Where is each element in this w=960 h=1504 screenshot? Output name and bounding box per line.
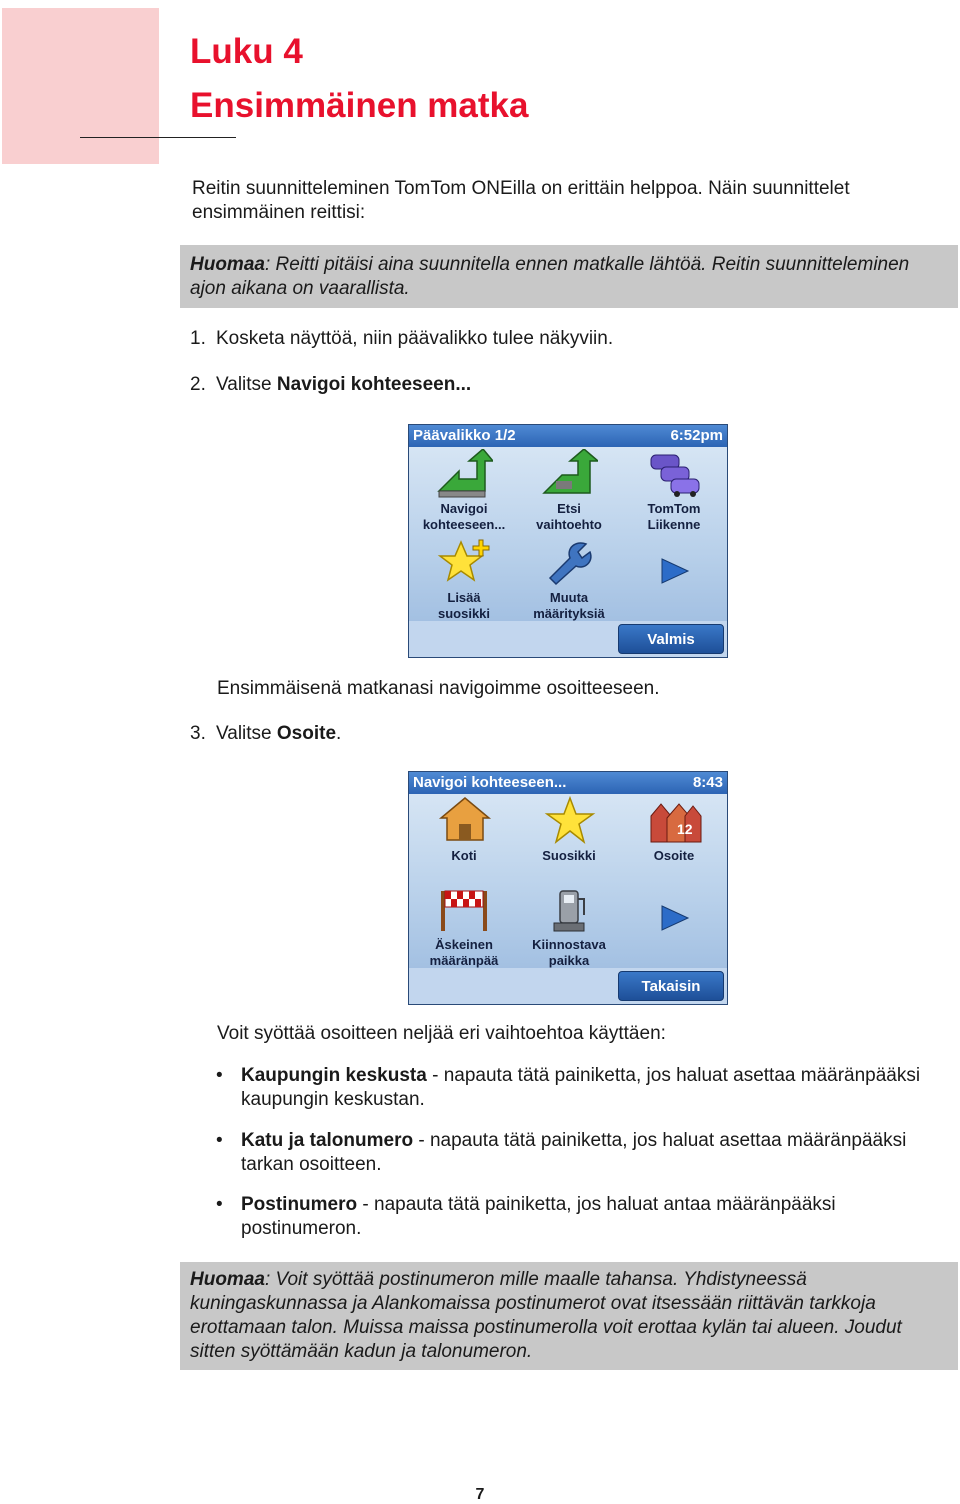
caption-first-trip: Ensimmäisenä matkanasi navigoimme osoitteeseen. xyxy=(217,678,660,699)
step-bold: Osoite xyxy=(276,723,337,744)
tile-label: Osoite xyxy=(653,848,695,863)
tile-label: Etsi vaihtoehto xyxy=(536,501,602,532)
star-plus-icon xyxy=(437,538,493,588)
tile-find-alternative[interactable] xyxy=(516,449,622,545)
step-1 xyxy=(190,327,613,351)
screen-title: Päävalikko 1/2 xyxy=(413,427,516,444)
bullet-title: Kaupungin keskusta xyxy=(241,1065,427,1086)
note-box-1 xyxy=(180,245,958,308)
step-number: 1. xyxy=(190,328,206,349)
tile-label: Muuta määrityksiä xyxy=(533,590,605,621)
chapter-color-block xyxy=(2,8,159,164)
bullet-text: - napauta tätä painiketta, jos haluat asettaa määränpääksi kaupungin keskustan. xyxy=(241,1065,921,1110)
main-menu-screenshot xyxy=(408,424,728,658)
bullet-dot: • xyxy=(216,1130,223,1151)
screen-time: 8:43 xyxy=(692,774,723,791)
tile-add-favourite[interactable] xyxy=(411,538,517,634)
bullet-city-centre xyxy=(216,1064,958,1112)
traffic-cars-icon xyxy=(647,449,703,499)
chapter-title: Ensimmäinen matka xyxy=(190,86,529,125)
chapter-rule xyxy=(80,137,236,138)
tile-label: Äskeinen määränpää xyxy=(429,937,499,968)
tile-label: Navigoi kohteeseen... xyxy=(422,501,506,532)
navigate-to-screenshot xyxy=(408,771,728,1005)
svg-text:12: 12 xyxy=(677,821,693,837)
step-text: Valitse xyxy=(216,723,277,744)
bullet-text: - napauta tätä painiketta, jos haluat antaa määränpääksi postinumeron. xyxy=(241,1194,836,1239)
step-bold: Navigoi kohteeseen... xyxy=(276,374,472,395)
intro-paragraph: Reitin suunnitteleminen TomTom ONEilla on erittäin helppoa. Näin suunnittelet ensimmäinen reittisi: xyxy=(192,178,850,223)
step-text: Kosketa näyttöä, niin päävalikko tulee näkyviin. xyxy=(216,328,614,349)
tile-label: Koti xyxy=(451,848,477,863)
step-text-end: . xyxy=(336,723,342,744)
tile-point-of-interest[interactable] xyxy=(516,885,622,981)
step-number: 2. xyxy=(190,374,206,395)
caption-address-options: Voit syöttää osoitteen neljää eri vaihtoehtoa käyttäen: xyxy=(217,1023,666,1044)
bullet-title: Postinumero xyxy=(241,1194,358,1215)
screen-title-bar xyxy=(409,425,727,447)
back-button[interactable]: Takaisin xyxy=(618,971,724,1001)
bullet-postcode xyxy=(216,1193,958,1241)
step-2 xyxy=(190,373,471,397)
tile-recent-destination[interactable] xyxy=(411,885,517,981)
page-number: 7 xyxy=(475,1486,485,1503)
tile-label: Kiinnostava paikka xyxy=(532,937,606,968)
tile-address[interactable] xyxy=(621,796,727,892)
next-page-arrow-icon[interactable] xyxy=(658,904,690,932)
tile-navigate[interactable] xyxy=(411,449,517,545)
done-button[interactable]: Valmis xyxy=(618,624,724,654)
tile-change-preferences[interactable] xyxy=(516,538,622,634)
note-text: : Voit syöttää postinumeron mille maalle tahansa. Yhdistyneessä kuningaskunnassa ja Alankomaissa postinumerot ovat itsessään riittävän tarkkoja erottamaan talon. Muissa maissa postinumerolla voit erottaa kylän tai alueen. Joudut sitten syöttämään kadun ja talonumeron. xyxy=(190,1269,902,1362)
tile-favourite[interactable] xyxy=(516,796,622,892)
bullet-street-number xyxy=(216,1129,958,1177)
poi-pump-icon xyxy=(542,885,598,935)
bullet-dot: • xyxy=(216,1065,223,1086)
alternative-route-icon xyxy=(542,449,598,499)
screen-title: Navigoi kohteeseen... xyxy=(413,774,567,791)
step-text: Valitse xyxy=(216,374,277,395)
address-houses-icon xyxy=(647,796,703,846)
tile-label: TomTom Liikenne xyxy=(647,501,701,532)
note-label: Huomaa xyxy=(190,1269,265,1290)
tile-traffic[interactable] xyxy=(621,449,727,545)
star-icon xyxy=(542,796,598,846)
step-number: 3. xyxy=(190,723,206,744)
step-3 xyxy=(190,722,341,746)
bullet-title: Katu ja talonumero xyxy=(241,1130,414,1151)
home-icon xyxy=(437,796,493,846)
chapter-number: Luku 4 xyxy=(190,32,303,71)
navigate-arrow-icon xyxy=(437,449,493,499)
wrench-icon xyxy=(542,538,598,588)
screen-time: 6:52pm xyxy=(670,427,723,444)
bullet-dot: • xyxy=(216,1194,223,1215)
next-page-arrow-icon[interactable] xyxy=(658,557,690,585)
bullet-text: - napauta tätä painiketta, jos haluat asettaa määränpääksi tarkan osoitteen. xyxy=(241,1130,907,1175)
finish-flag-icon xyxy=(437,885,493,935)
note-box-2 xyxy=(180,1262,958,1370)
screen-title-bar xyxy=(409,772,727,794)
note-label: Huomaa xyxy=(190,254,265,275)
tile-label: Lisää suosikki xyxy=(437,590,491,621)
note-text: : Reitti pitäisi aina suunnitella ennen matkalle lähtöä. Reitin suunnitteleminen ajon aikana on vaarallista. xyxy=(190,254,910,299)
tile-home[interactable] xyxy=(411,796,517,892)
tile-label: Suosikki xyxy=(542,848,596,863)
